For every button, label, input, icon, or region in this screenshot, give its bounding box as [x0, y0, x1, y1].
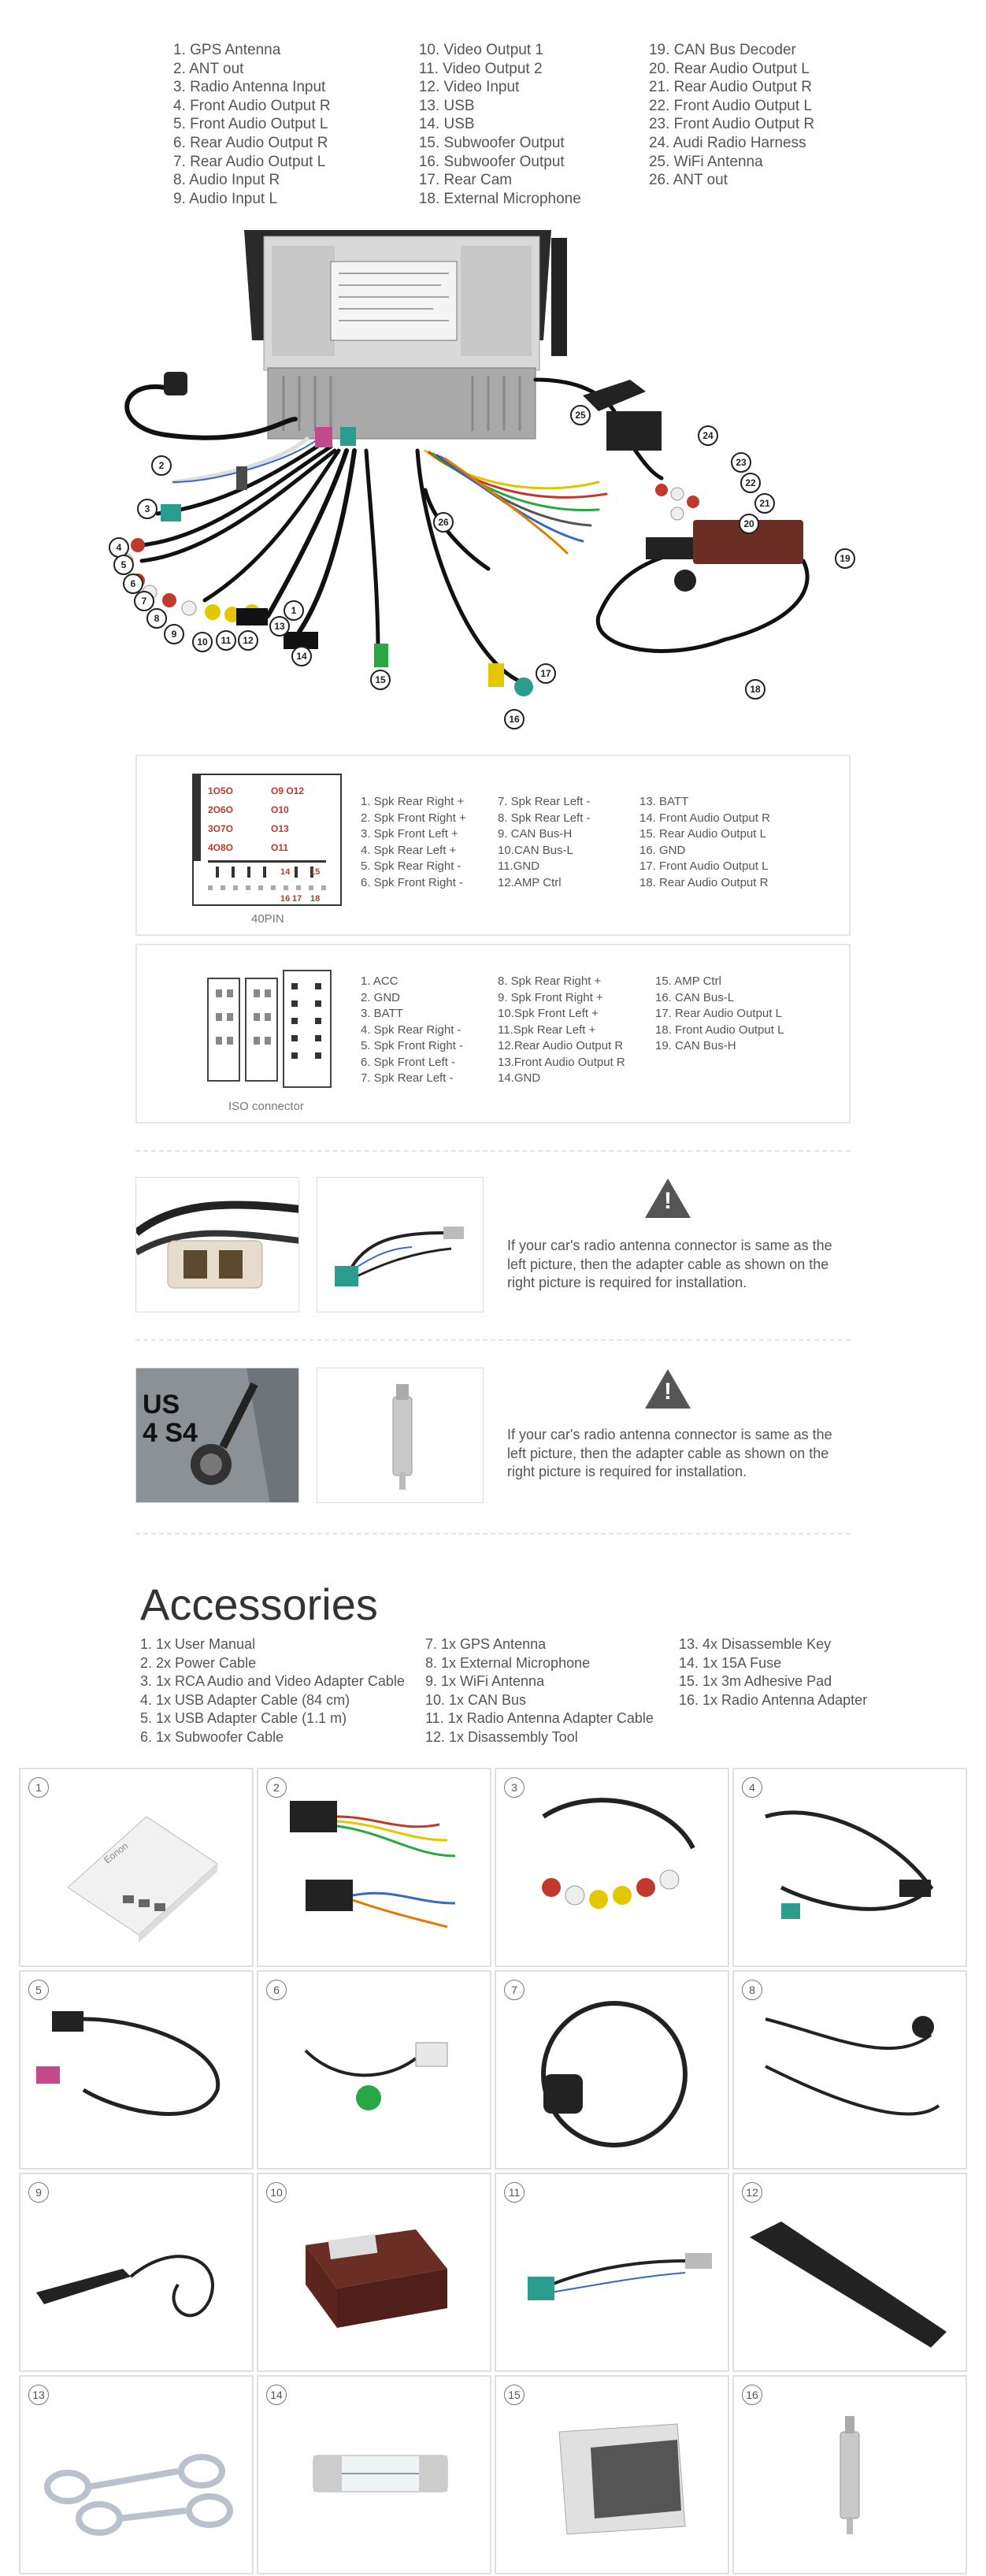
legend-item: 23. Front Audio Output R — [648, 116, 815, 133]
pin-item: 5. Spk Rear Right - — [361, 859, 461, 873]
pin-item: 9. CAN Bus-H — [498, 827, 573, 841]
legend-item: 8. Audio Input R — [173, 172, 280, 189]
cell-number: 12 — [742, 2182, 762, 2203]
cell-number: 9 — [28, 2182, 49, 2203]
accessories-title: Accessories — [140, 1579, 378, 1629]
pin40-list — [361, 794, 770, 891]
accessory-item: 13. 4x Disassemble Key — [679, 1636, 832, 1652]
iso-column — [655, 974, 784, 1087]
cell-number: 8 — [742, 1980, 762, 2000]
legend-item: 12. Video Input — [418, 79, 520, 96]
pin-item: 11.Spk Rear Left + — [498, 1023, 596, 1037]
pin-item: 4. Spk Rear Right - — [361, 1023, 461, 1037]
accessories-column — [679, 1635, 867, 1746]
accessory-cell-subwoofer-cable — [257, 1970, 491, 2170]
legend-column-3 — [649, 41, 882, 208]
pin-item: 15. AMP Ctrl — [655, 974, 721, 988]
accessory-cell-fuse — [257, 2375, 491, 2574]
wiring-label: 15 — [370, 670, 391, 690]
pin40-diagram — [192, 774, 342, 906]
accessory-cell-user-manual — [19, 1768, 254, 1967]
cell-number: 15 — [504, 2385, 525, 2405]
accessory-item: 1. 1x User Manual — [140, 1636, 256, 1652]
pin40-row: 1O5O — [208, 785, 234, 796]
cell-number: 4 — [742, 1777, 762, 1798]
pin40-row: 3O7O — [208, 823, 234, 834]
wiring-label: 1 — [284, 600, 304, 621]
pin-item: 17. Front Audio Output L — [639, 859, 769, 873]
disassemble-keys-image — [20, 2377, 254, 2574]
accessory-item: 8. 1x External Microphone — [425, 1654, 591, 1671]
pin-item: 3. BATT — [361, 1007, 403, 1020]
legend-item: 15. Subwoofer Output — [418, 134, 565, 151]
legend-item: 26. ANT out — [648, 172, 728, 189]
cell-number: 7 — [504, 1980, 525, 2000]
wiring-label: 12 — [238, 630, 258, 651]
pin40-row: 2O6O — [208, 804, 234, 815]
pin40-num: 17 — [292, 894, 302, 904]
wiring-legend — [173, 41, 882, 208]
cell-number: 10 — [266, 2182, 287, 2203]
pin40-num: 14 — [280, 867, 291, 877]
wiring-label: 5 — [113, 555, 134, 575]
pin-item: 6. Spk Front Right - — [361, 875, 464, 889]
adapter-note: If your car's radio antenna connector is same as the left picture, then the adapter cable as shown on the right picture is required for installation. — [507, 1238, 832, 1290]
car-connector-photo-2 — [135, 1368, 299, 1503]
pin-item: 11.GND — [498, 859, 540, 873]
pin-item: 18. Rear Audio Output R — [639, 875, 769, 889]
manual-brand-text: Eonon — [102, 1839, 131, 1866]
pin-item: 7. Spk Rear Left - — [361, 1071, 454, 1085]
pin-item: 12.AMP Ctrl — [498, 875, 562, 889]
pin40-right: O9 O12 — [271, 785, 305, 796]
pin-item: 3. Spk Front Left + — [361, 827, 458, 841]
wiring-label: 17 — [536, 663, 556, 684]
pin-item: 10.Spk Front Left + — [498, 1007, 599, 1020]
pin-item: 15. Rear Audio Output L — [639, 827, 766, 841]
accessory-cell-rca-cable — [495, 1768, 729, 1967]
legend-item: 3. Radio Antenna Input — [173, 79, 326, 96]
accessory-item: 9. 1x WiFi Antenna — [425, 1673, 545, 1689]
cell-number: 2 — [266, 1777, 287, 1798]
accessory-item: 15. 1x 3m Adhesive Pad — [679, 1673, 832, 1689]
legend-item: 10. Video Output 1 — [418, 42, 543, 58]
accessory-cell-usb-cable-1m — [19, 1970, 254, 2170]
pin-item: 8. Spk Rear Left - — [498, 811, 591, 825]
usb-cable-image — [734, 1769, 967, 1966]
legend-item: 13. USB — [418, 97, 475, 114]
disassembly-tool-image — [734, 2174, 967, 2371]
warning-mark: ! — [664, 1379, 672, 1405]
wiring-diagram — [95, 222, 898, 742]
pin40-right: O10 — [271, 804, 289, 815]
legend-item: 20. Rear Audio Output L — [648, 60, 810, 77]
legend-item: 21. Rear Audio Output R — [648, 79, 812, 96]
gps-antenna-image — [496, 1972, 729, 2169]
pin-item: 17. Rear Audio Output L — [655, 1007, 782, 1020]
pin-item: 13.Front Audio Output R — [498, 1055, 625, 1069]
plate-line: US — [143, 1390, 180, 1420]
pin-item: 1. ACC — [361, 974, 398, 988]
cell-number: 3 — [504, 1777, 525, 1798]
car-connector-photo — [135, 1177, 299, 1312]
wiring-label: 24 — [698, 425, 718, 446]
legend-column-2 — [419, 41, 649, 208]
accessories-grid — [19, 1768, 967, 2574]
plate-text — [143, 1390, 198, 1447]
cell-number: 11 — [504, 2182, 525, 2203]
iso-panel — [135, 944, 851, 1123]
accessory-item: 11. 1x Radio Antenna Adapter Cable — [425, 1710, 654, 1726]
radio-antenna-adapter-cable-image — [496, 2174, 729, 2371]
pin-item: 19. CAN Bus-H — [655, 1039, 736, 1052]
cell-number: 5 — [28, 1980, 49, 2000]
legend-item: 6. Rear Audio Output R — [173, 134, 328, 151]
wiring-label: 22 — [740, 473, 761, 493]
pin40-column — [498, 794, 639, 891]
pin-item: 18. Front Audio Output L — [655, 1023, 784, 1037]
cell-number: 1 — [28, 1777, 49, 1798]
accessory-item: 16. 1x Radio Antenna Adapter — [679, 1691, 868, 1708]
pin-item: 4. Spk Rear Left + — [361, 843, 457, 857]
pin40-column — [639, 794, 770, 891]
accessories-column — [140, 1635, 425, 1746]
legend-item: 1. GPS Antenna — [173, 42, 281, 58]
pin-item: 16. GND — [639, 843, 686, 857]
cell-number: 16 — [742, 2385, 762, 2405]
divider — [135, 1339, 851, 1341]
legend-item: 22. Front Audio Output L — [648, 97, 812, 114]
adapter-note: If your car's radio antenna connector is same as the left picture, then the adapter cable as shown on the right picture is required for installation. — [507, 1427, 832, 1479]
wiring-label: 6 — [123, 573, 143, 594]
legend-item: 9. Audio Input L — [173, 190, 278, 207]
wifi-antenna-image — [20, 2174, 254, 2371]
accessory-cell-adhesive-pad — [495, 2375, 729, 2574]
wiring-label: 9 — [164, 624, 184, 644]
legend-item: 19. CAN Bus Decoder — [648, 42, 796, 58]
wiring-label: 14 — [291, 646, 312, 666]
iso-list — [361, 974, 784, 1087]
accessory-cell-wifi-antenna — [19, 2173, 254, 2372]
usb-cable-long-image — [20, 1972, 254, 2169]
accessory-item: 12. 1x Disassembly Tool — [425, 1728, 578, 1745]
legend-item: 11. Video Output 2 — [418, 60, 543, 77]
pin40-caption: 40PIN — [251, 912, 284, 926]
cell-number: 13 — [28, 2385, 49, 2405]
pin-item: 16. CAN Bus-L — [655, 990, 735, 1004]
wiring-label: 8 — [146, 608, 167, 629]
accessory-item: 5. 1x USB Adapter Cable (1.1 m) — [140, 1710, 347, 1726]
legend-item: 7. Rear Audio Output L — [173, 153, 326, 170]
antenna-adapter-photo — [317, 1177, 484, 1312]
radio-antenna-adapter-image — [734, 2377, 967, 2574]
legend-item: 5. Front Audio Output L — [173, 116, 328, 133]
pin-item: 6. Spk Front Left - — [361, 1055, 456, 1069]
pin40-num: 18 — [310, 894, 321, 904]
cell-number: 14 — [266, 2385, 287, 2405]
pin-item: 13. BATT — [639, 795, 689, 808]
cell-number: 6 — [266, 1980, 287, 2000]
wiring-label: 26 — [433, 512, 454, 533]
pin-item: 2. Spk Front Right + — [361, 811, 466, 825]
legend-column-1 — [173, 41, 419, 208]
accessory-item: 14. 1x 15A Fuse — [679, 1654, 782, 1671]
antenna-plug-photo — [317, 1368, 484, 1503]
subwoofer-cable-image — [258, 1972, 491, 2169]
iso-column — [361, 974, 498, 1087]
accessory-item: 6. 1x Subwoofer Cable — [140, 1728, 284, 1745]
legend-item: 24. Audi Radio Harness — [648, 134, 806, 151]
pin40-num: 16 — [280, 894, 291, 904]
accessory-cell-radio-antenna-adapter — [732, 2375, 967, 2574]
divider — [135, 1150, 851, 1152]
pin40-num: 15 — [310, 867, 321, 877]
pin-item: 12.Rear Audio Output R — [498, 1039, 624, 1052]
wiring-label: 25 — [570, 405, 591, 425]
pin40-panel — [135, 755, 851, 936]
wiring-label: 4 — [109, 537, 129, 558]
accessory-cell-can-bus — [257, 2173, 491, 2372]
iso-caption: ISO connector — [228, 1100, 304, 1113]
warning-mark: ! — [664, 1188, 672, 1214]
legend-item: 18. External Microphone — [418, 190, 581, 207]
microphone-image — [734, 1972, 967, 2169]
pin-item: 7. Spk Rear Left - — [498, 795, 591, 808]
accessory-cell-microphone — [732, 1970, 967, 2170]
accessory-cell-radio-antenna-adapter-cable — [495, 2173, 729, 2372]
wiring-label: 16 — [504, 709, 525, 729]
accessories-column — [425, 1635, 679, 1746]
pin-item: 1. Spk Rear Right + — [361, 795, 465, 808]
divider — [135, 1533, 851, 1535]
pin-item: 2. GND — [361, 990, 401, 1004]
pin-item: 9. Spk Front Right + — [498, 990, 603, 1004]
legend-item: 2. ANT out — [173, 60, 244, 77]
wiring-label: 3 — [137, 499, 158, 519]
plate-line: 4 S4 — [143, 1418, 198, 1448]
accessory-cell-usb-cable-84 — [732, 1768, 967, 1967]
head-unit-image — [244, 230, 567, 439]
accessory-cell-disassemble-keys — [19, 2375, 254, 2574]
can-bus-image — [258, 2174, 491, 2371]
pin-item: 10.CAN Bus-L — [498, 843, 573, 857]
wiring-label: 10 — [192, 632, 213, 652]
adhesive-pad-image — [496, 2377, 729, 2574]
pin-item: 14.GND — [498, 1071, 541, 1085]
fuse-image — [258, 2377, 491, 2574]
accessory-cell-disassembly-tool — [732, 2173, 967, 2372]
legend-item: 17. Rear Cam — [418, 172, 513, 189]
legend-item: 4. Front Audio Output R — [173, 97, 331, 114]
power-cable-image — [258, 1769, 491, 1966]
wiring-label: 20 — [739, 514, 759, 534]
accessories-list — [140, 1635, 867, 1746]
pin-item: 14. Front Audio Output R — [639, 811, 770, 825]
iso-column — [498, 974, 655, 1087]
user-manual-image — [20, 1769, 254, 1966]
wiring-label: 7 — [134, 591, 154, 611]
wiring-label: 13 — [269, 616, 290, 637]
wiring-label: 11 — [216, 630, 236, 651]
wiring-illustration — [95, 222, 898, 742]
accessory-item: 7. 1x GPS Antenna — [425, 1636, 547, 1652]
accessory-item: 2. 2x Power Cable — [140, 1654, 257, 1671]
accessory-item: 3. 1x RCA Audio and Video Adapter Cable — [140, 1673, 405, 1689]
wiring-label: 21 — [754, 493, 775, 514]
wiring-label: 18 — [745, 679, 765, 700]
legend-item: 14. USB — [418, 116, 475, 133]
pin-item: 8. Spk Rear Right + — [498, 974, 602, 988]
pin40-row: 4O8O — [208, 842, 234, 853]
pin40-right: O13 — [271, 823, 289, 834]
wiring-label: 23 — [731, 452, 751, 473]
iso-connector-diagram — [205, 963, 339, 1089]
accessory-item: 10. 1x CAN Bus — [425, 1691, 527, 1708]
legend-item: 16. Subwoofer Output — [418, 153, 565, 170]
accessory-cell-power-cable — [257, 1768, 491, 1967]
pin40-column — [361, 794, 498, 891]
pin-item: 5. Spk Front Right - — [361, 1039, 464, 1052]
wiring-label: 2 — [151, 455, 172, 476]
pin40-right: O11 — [271, 842, 289, 853]
rca-cable-image — [496, 1769, 729, 1966]
accessory-item: 4. 1x USB Adapter Cable (84 cm) — [140, 1691, 350, 1708]
legend-item: 25. WiFi Antenna — [648, 153, 763, 170]
accessory-cell-gps-antenna — [495, 1970, 729, 2170]
wiring-label: 19 — [835, 548, 855, 569]
